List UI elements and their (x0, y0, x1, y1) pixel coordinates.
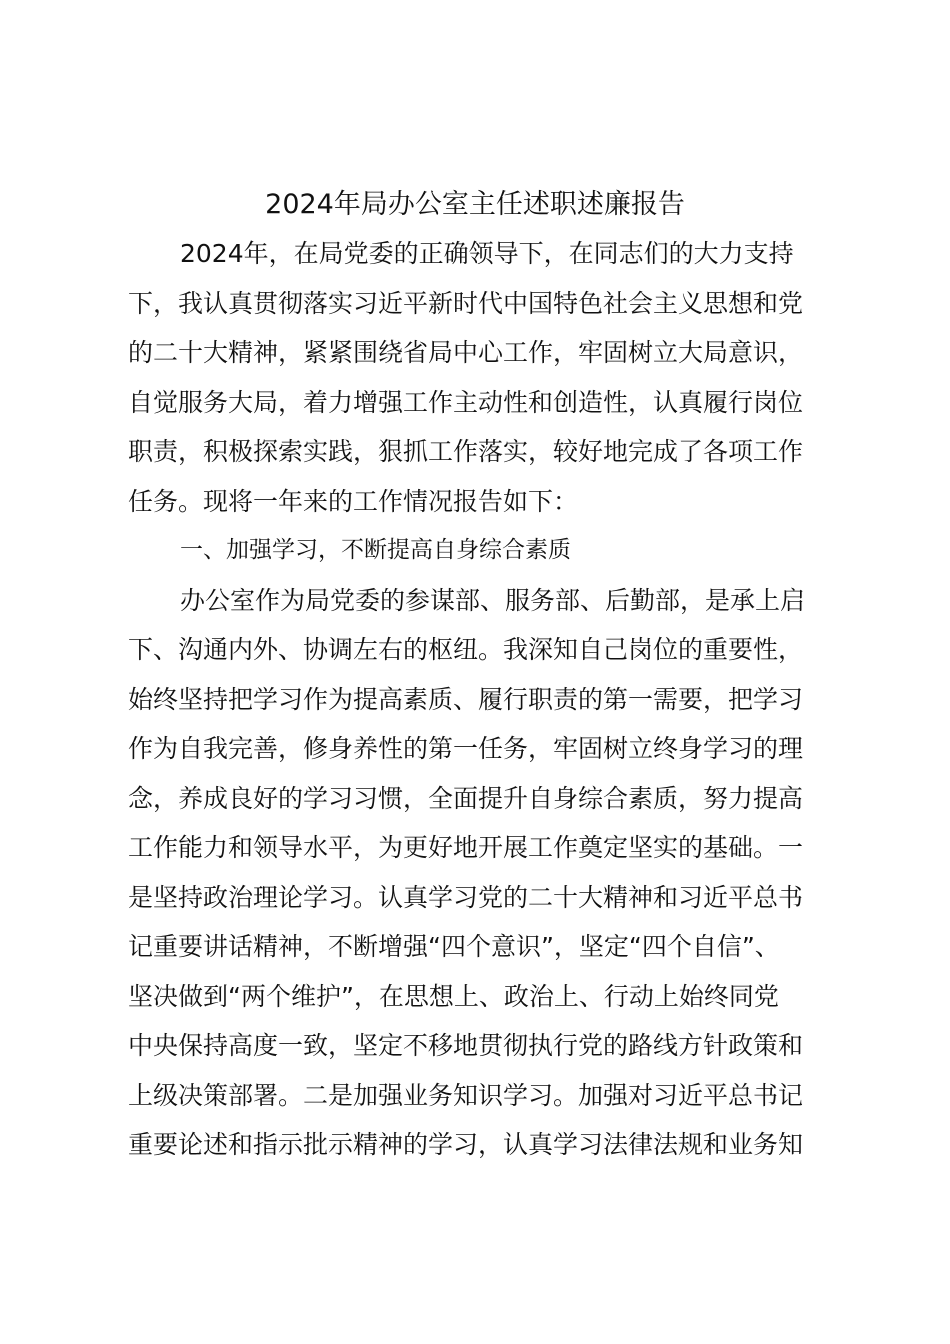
paragraph-line: 记重要讲话精神，不断增强“四个意识”，坚定“四个自信”、 (128, 932, 780, 961)
paragraph-line: 是坚持政治理论学习。认真学习党的二十大精神和习近平总书 (128, 882, 804, 912)
paragraph-line: 重要论述和指示批示精神的学习，认真学习法律法规和业务知 (128, 1130, 804, 1159)
paragraph-line: 职责，积极探索实践，狠抓工作落实，较好地完成了各项工作 (128, 437, 804, 466)
paragraph-line: 念，养成良好的学习习惯，全面提升自身综合素质，努力提高 (128, 783, 804, 813)
paragraph-line: 坚决做到“两个维护”，在思想上、政治上、行动上始终同党 (128, 981, 779, 1011)
document-title: 2024年局办公室主任述职述廉报告 (265, 189, 685, 220)
paragraph-line: 下、沟通内外、协调左右的枢纽。我深知自己岗位的重要性， (128, 635, 804, 664)
paragraph-line: 下，我认真贯彻落实习近平新时代中国特色社会主义思想和党 (128, 288, 804, 318)
paragraph-line: 的二十大精神，紧紧围绕省局中心工作，牢固树立大局意识， (128, 338, 804, 367)
paragraph-line: 自觉服务大局，着力增强工作主动性和创造性，认真履行岗位 (128, 387, 804, 417)
document-body (128, 229, 838, 1170)
paragraph-line: 上级决策部署。二是加强业务知识学习。加强对习近平总书记 (128, 1080, 804, 1110)
paragraph-line: 作为自我完善，修身养性的第一任务，牢固树立终身学习的理 (128, 734, 804, 763)
paragraph-line: 始终坚持把学习作为提高素质、履行职责的第一需要，把学习 (128, 684, 804, 714)
paragraph-line: 办公室作为局党委的参谋部、服务部、后勤部，是承上启 (180, 585, 806, 615)
paragraph-line: 工作能力和领导水平，为更好地开展工作奠定坚实的基础。一 (128, 833, 804, 862)
paragraph-line: 任务。现将一年来的工作情况报告如下： (128, 486, 579, 516)
section-heading: 一、加强学习，不断提高自身综合素质 (180, 537, 571, 563)
paragraph-line: 中央保持高度一致，坚定不移地贯彻执行党的路线方针政策和 (128, 1031, 804, 1060)
paragraph-line: 2024年，在局党委的正确领导下，在同志们的大力支持 (180, 239, 794, 268)
